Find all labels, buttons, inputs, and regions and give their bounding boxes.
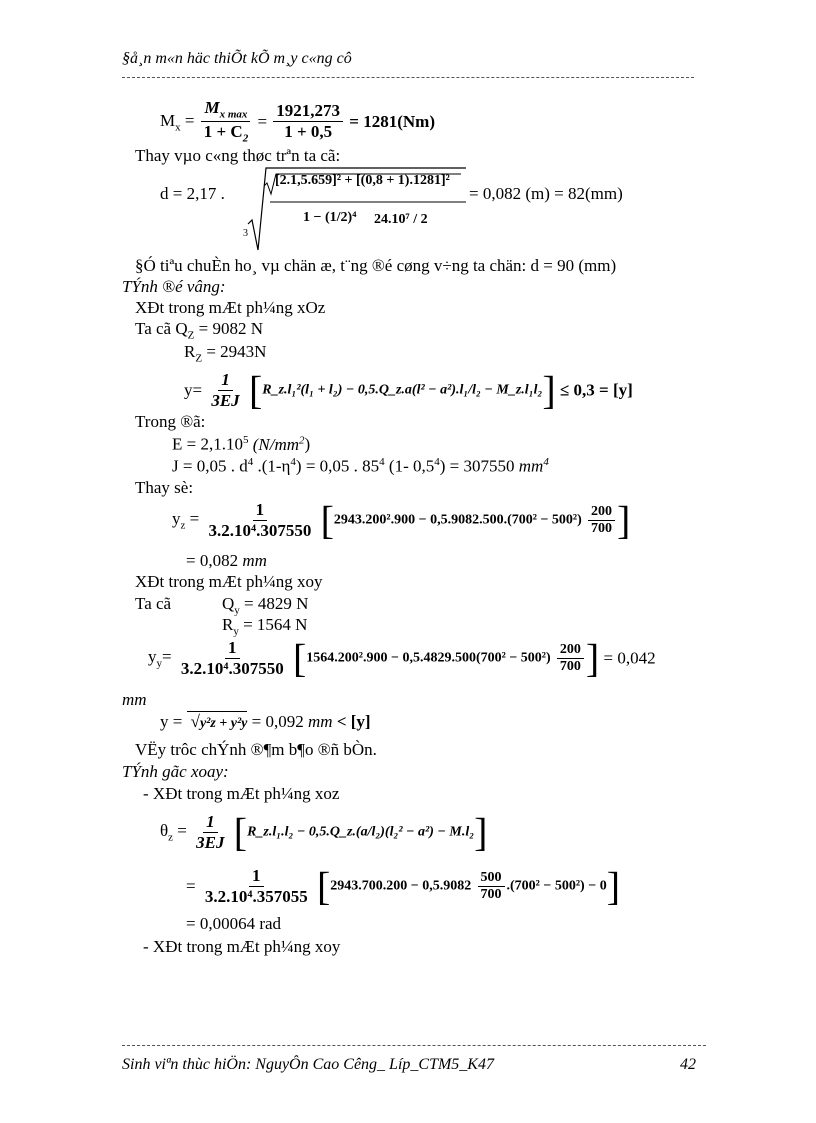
xoy-plane-text: XÐt trong mÆt ph¼ng xoy [135,572,323,591]
footer-author: Sinh viªn thùc hiÖn: NguyÔn Cao Cêng_ Líp_CTM5_K47 [122,1056,494,1073]
d-numerator: [2.1,5.659]² + [(0,8 + 1).1281]² [275,173,450,188]
deflection-heading: TÝnh ®é vâng: [122,277,226,296]
xoz-plane-text-2: - XÐt trong mÆt ph¼ng xoz [143,784,340,803]
qz-value: Ta cã $Q_Z = 9082$ N [135,319,263,342]
cube-root-index: 3 [243,228,248,239]
rz-value: $R_Z = 2943N$ [184,342,267,365]
y-formula: y= $\frac{1}{3EJ}$ [R_z.l₁²(l₁ + l₂) − 0,5.Q_z.a(l² − a²).l₁/l₂ − M_z.l₁l₂] ≤ 0,3 = [y] [184,367,633,413]
yz-result: = 0,082 mm [186,551,267,570]
j-value: J = 0,05 . $d^4$ $.(1-\eta^4) = 0,05$ . $85^4$ (1- $0,5^4) = 307550$ $mm^4$ [172,456,549,476]
ry-value: $R_y = 1564$ N [222,615,308,638]
e-value: $E = 2,1.10^5$ $(N/mm^2)$ [172,434,311,454]
yy-unit: mm [122,690,147,709]
rotation-heading: TÝnh gãc xoay: [122,762,229,781]
theta-result: = 0,00064 rad [186,914,282,933]
page-header: §å¸n m«n häc thiÕt kÕ m¸y c«ng cô [122,50,352,67]
mx-formula: $M_x$ = $\frac{M_{x max}}{1 + C_2}$ = $\frac{1921,273}{1 + 0,5}$ = 1281(Nm) [160,98,435,145]
yy-formula: $y_y=$ $\frac{1}{\text{3.2.10⁴.307550}}$ [1564.200².900 − 0,5.4829.500(700² − 500²) $\frac{200}{700}$ ] = 0,042 [148,635,656,681]
page-number: 42 [680,1056,696,1073]
thay-vao-text: Thay vµo c«ng thøc trªn ta cã: [135,146,341,165]
footer-rule [122,1045,706,1046]
standardize-text: §Ó tiªu chuÈn ho¸ vµ chän æ, t¨ng ®é cøng v÷ng ta chän: d = 90 (mm) [135,256,617,275]
xoy-plane-text-2: - XÐt trong mÆt ph¼ng xoy [143,937,341,956]
xoz-plane-text: XÐt trong mÆt ph¼ng xOz [135,298,326,317]
d-label: d = 2,17 . [160,184,225,203]
ta-co-label: Ta cã [135,594,172,613]
d-result: = 0,082 (m) = 82(mm) [469,184,623,203]
substitute-text: Thay sè: [135,478,194,497]
theta-formula: $\theta_z$ = $\frac{1}{3EJ}$ [R_z.l₁.l₂ − 0,5.Q_z.(a/l₂)(l₂² − a²) − M.l₂] [160,809,488,855]
d-denominator-b: 24.10⁷ / 2 [374,212,428,227]
d-denominator-a: 1 − (1/2)⁴ [303,210,357,225]
conclusion-text: VËy trôc chÝnh ®¶m b¶o ®ñ bÒn. [135,740,377,759]
header-rule [122,77,694,78]
yz-formula: $y_z$ = $\frac{1}{\text{3.2.10⁴.307550}}$ [2943.200².900 − 0,5.9082.500.(700² − 500²) $\frac{200}{700}$ ] [172,497,631,543]
y-total: y = √y²z + y²y = 0,092 mm < [y] [160,712,371,731]
qy-value: $Q_y = 4829$ N [222,594,309,617]
where-text: Trong ®ã: [135,412,206,431]
theta-formula-2: = $\frac{1}{\text{3.2.10⁴.357055}}$ [2943.700.200 − 0,5.9082 $\frac{500}{700}$ .(700² − 500²) − 0] [186,863,621,909]
